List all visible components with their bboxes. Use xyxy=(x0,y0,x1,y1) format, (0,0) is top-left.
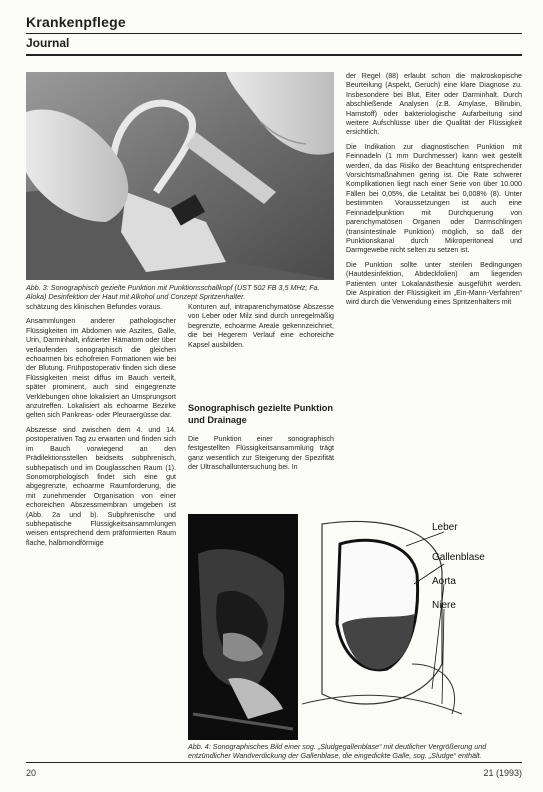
footer-rule xyxy=(26,762,522,763)
paragraph: Ansammlungen anderer pathologischer Flüssigkeiten im Abdomen wie Aszites, Galle, Urin, Darminhalt, infizierter Hämatom oder über verlaufenden sonographisch die gleichen echoarmen bis echofreien Formationen wie bei der Blutung. Frühpostoperativ finden sich diese Flüssigkeiten meist diffus im Bauch verteilt, später prominent, auch sind eingegrenzte Verklebungen ohne lokalisiert an Umsprungsort anzutreffen. Lokalisiert als echoarme Bezirke gelten sich Pankreas- oder Pleuraergüsse dar. xyxy=(26,317,176,420)
figure-3-photo xyxy=(26,72,334,280)
text-column-2-continued xyxy=(188,435,334,505)
text-column-1 xyxy=(26,303,176,743)
paragraph: Die Punktion sollte unter sterilen Bedingungen (Hautdesinfektion, Abdeckfolien) am liegenden Patienten unter Lokalanästhesie ausgeführt werden. Die Aspiration der Flüssigkeit im „Ein-Mann-Verfahren“ wird durch die Verwendung eines Spritzenhalters mit xyxy=(346,260,522,307)
text-column-3 xyxy=(346,72,522,512)
header-bottom-rule xyxy=(26,54,522,56)
figure-4-caption: Abb. 4: Sonographisches Bild einer sog. „Sludgegallenblase“ mit deutlicher Vergrößerung und entzündlicher Wandverdickung der Gallenblase, die eingedickte Galle, sog. „Sludge“ enthält. xyxy=(188,742,487,760)
anatomy-diagram xyxy=(302,514,522,740)
text-column-2 xyxy=(188,303,334,391)
paragraph: der Regel (88) erlaubt schon die makroskopische Beurteilung (Aspekt, Geruch) eine klare Diagnose zu. Insbesondere bei Blut, Eiter oder Darminhalt. Durch abschließende Analysen (z.B. Amylase, Bilirubin, Harnstoff) oder bakteriologische Aufarbeitung sind weitere Aufschlüsse über die Qualität der Flüssigkeit ersichtlich. xyxy=(346,72,522,137)
gallbladder-schematic xyxy=(302,514,522,740)
label-kidney: Niere xyxy=(432,600,456,611)
journal-section-title: Krankenpflege xyxy=(26,14,126,30)
figure-3-caption: Abb. 3: Sonographisch gezielte Punktion mit Punktionsschallkopf (UST 502 FB 3,5 MHz; Fa. Aloka) Desinfektion der Haut mit Alkohol und Conzept Spritzenhalter. xyxy=(26,283,320,301)
paragraph: Abszesse sind zwischen dem 4. und 14. postoperativen Tag zu erwarten und finden sich im Bauch vorwiegend an den Prädilektionsstellen beidseits subphrenisch, subhepatisch und im Douglasschen Raum (1). Sonomorphologisch findet sich eine gut abgegrenzte, echoarme Raumforderung, die mit zunehmender Organisation von einer echoreichen Abszessmembran umgeben ist (Abb. 2a und b). Subphrenische und subhepatische Flüssigkeitsansammlungen weisen entsprechend dem präformierten Raum flache, halbmondförmige xyxy=(26,425,176,547)
punction-photo-illustration xyxy=(26,72,334,280)
paragraph: schätzung des klinischen Befundes voraus. xyxy=(26,303,163,311)
paragraph: Die Indikation zur diagnostischen Punktion mit Feinnadeln (1 mm Durchmesser) kann weit gestellt werden, da das Risiko der Beachtung entsprechender Vorsichtsmaßnahmen gering ist. Die Rate schwerer Komplikationen liegt nach einer Serie von über 10.000 Fällen bei 0,05%, die Letalität bei 0,008% (8). Unter bestimmten Voraussetzungen ist auch eine Feinnadelpunktion mit Durchquerung von parenchymatösen Organen oder Darmschlingen (transintestinale Punktion) möglich, so daß der Punktionskanal durch Mikroperitoneal und Darmgewebe nicht selten zu setzen ist. xyxy=(346,142,522,255)
page-number-right: 21 (1993) xyxy=(483,768,522,778)
journal-subtitle: Journal xyxy=(26,36,70,50)
section-heading: Sonographisch gezielte Punktion und Drainage xyxy=(188,403,333,425)
label-aorta: Aorta xyxy=(432,576,456,587)
label-gallbladder: Gallenblase xyxy=(432,552,485,563)
figure-4 xyxy=(188,514,522,740)
header-top-rule xyxy=(26,33,522,34)
paragraph: Konturen auf, intraparenchymatöse Abszesse von Leber oder Milz sind durch unregelmäßig begrenzte, echoarme Areale gekennzeichnet, die bei Hegerem Verlauf eine echoreiche Kapsel ausbilden. xyxy=(188,303,334,349)
ultrasound-image xyxy=(188,514,298,740)
ultrasound-scan-illustration xyxy=(188,514,298,740)
paragraph: Die Punktion einer sonographisch festgestellten Flüssigkeitsansammlung trägt ganz wesentlich zur Steigerung der Spezifität der Ultraschalluntersuchung bei. In xyxy=(188,435,334,472)
label-liver: Leber xyxy=(432,522,458,533)
page-number-left: 20 xyxy=(26,768,37,778)
